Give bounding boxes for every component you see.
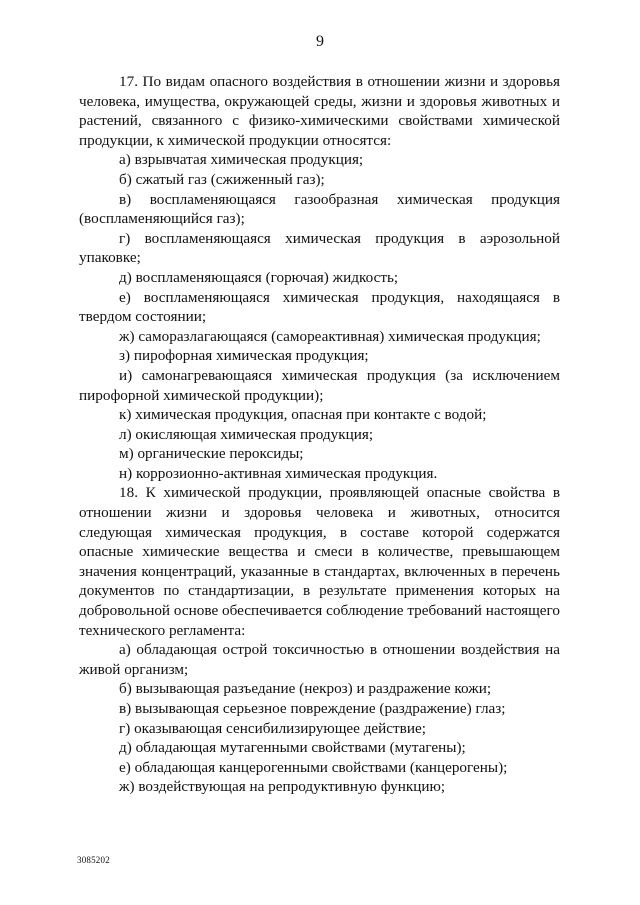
section-17-item-zh: ж) саморазлагающаяся (самореактивная) химическая продукция; [119, 327, 541, 345]
section-18-item-e: е) обладающая канцерогенными свойствами (канцерогены); [119, 758, 508, 776]
section-17-item-e: е) воспламеняющаяся химическая продукция, находящаяся в твердом состоянии; [79, 288, 560, 326]
section-17-item-k: к) химическая продукция, опасная при контакте с водой; [119, 406, 487, 424]
section-18-item-d: д) обладающая мутагенными свойствами (мутагены); [119, 739, 466, 757]
section-18-item-a: а) обладающая острой токсичностью в отношении воздействия на живой организм; [79, 641, 560, 678]
document-body [79, 72, 560, 797]
section-17-intro: 17. По видам опасного воздействия в отношении жизни и здоровья человека, имущества, окружающей среды, жизни и здоровья животных и растений, связанного с физико-химическими свойствами химической продукции, к химической продукции относятся: [79, 73, 560, 149]
section-17-item-v: в) воспламеняющаяся газообразная химическая продукция (воспламеняющийся газ); [79, 190, 560, 228]
section-18-item-b: б) вызывающая разъедание (некроз) и раздражение кожи; [119, 680, 492, 698]
section-18-item-v: в) вызывающая серьезное повреждение (раздражение) глаз; [119, 700, 506, 717]
section-17-item-g: г) воспламеняющаяся химическая продукция в аэрозольной упаковке; [79, 229, 560, 267]
section-17-item-z: з) пирофорная химическая продукция; [119, 347, 369, 365]
document-code: 3085202 [77, 855, 110, 865]
section-17-item-l: л) окисляющая химическая продукция; [119, 425, 374, 443]
section-17-item-n: н) коррозионно-активная химическая продукция. [119, 464, 438, 482]
section-17-item-a: а) взрывчатая химическая продукция; [119, 151, 364, 169]
section-18-item-zh: ж) воздействующая на репродуктивную функцию; [119, 778, 446, 796]
page-number: 9 [316, 33, 324, 50]
section-17-item-b: б) сжатый газ (сжиженный газ); [119, 170, 325, 188]
section-18-intro: 18. К химической продукции, проявляющей опасные свойства в отношении жизни и здоровья человека и животных, относится следующая химическая продукция, в составе которой содержатся опасные химические вещества и смеси в количестве, превышающем значения концентраций, указанные в стандартах, включенных в перечень документов по стандартизации, в результате применения которых на добровольной основе обеспечивается соблюдение требований настоящего технического регламента: [79, 484, 560, 639]
section-17-item-d: д) воспламеняющаяся (горючая) жидкость; [119, 268, 399, 286]
section-17-item-i: и) самонагревающаяся химическая продукция (за исключением пирофорной химической продукции); [79, 366, 560, 404]
section-17-item-m: м) органические пероксиды; [119, 445, 304, 463]
section-18-item-g: г) оказывающая сенсибилизирующее действие; [119, 719, 426, 737]
